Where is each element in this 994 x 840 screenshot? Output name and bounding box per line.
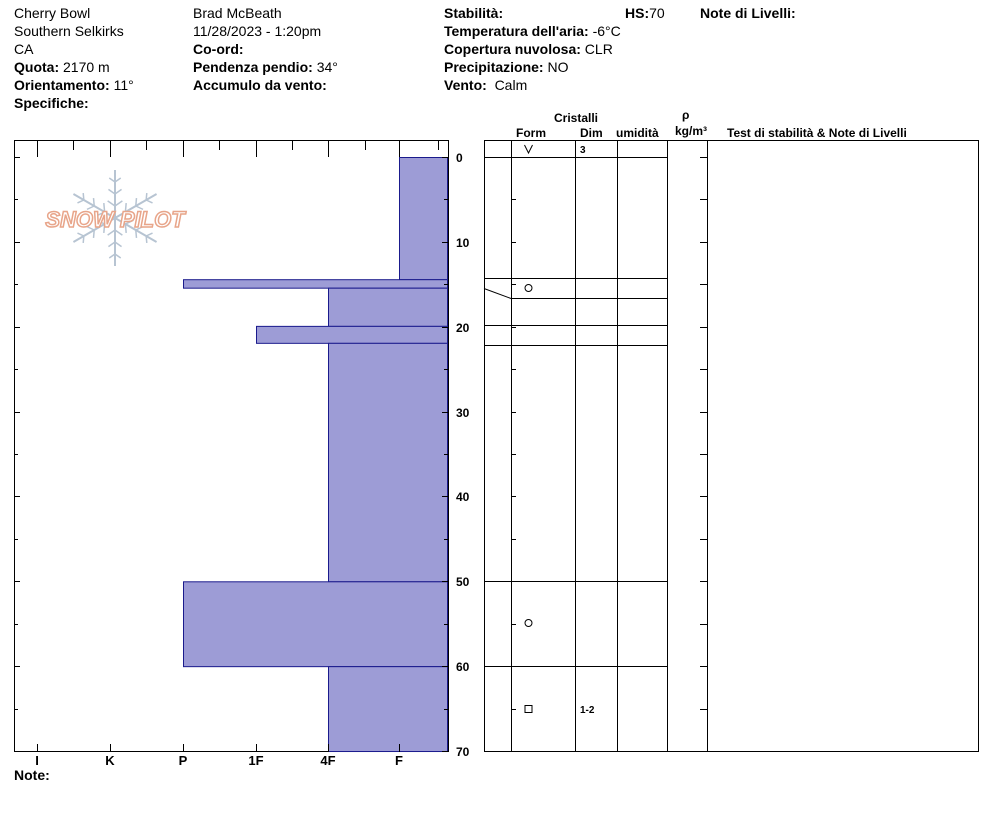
- hardness-tick-label: K: [105, 753, 115, 768]
- snowflake-branch: [146, 236, 147, 243]
- depth-tick-label: 50: [456, 575, 470, 589]
- depth-tick-label: 0: [456, 151, 463, 165]
- snowflake-branch: [94, 198, 95, 206]
- layer-table: [484, 141, 708, 751]
- aspect-label: Orientamento:: [14, 77, 110, 93]
- hardness-bar-5: [184, 582, 448, 667]
- layer-notes-label: Note di Livelli:: [700, 5, 796, 21]
- precip-value: NO: [547, 59, 569, 75]
- snowpilot-logo: [45, 170, 186, 266]
- crystals-header: Cristalli: [554, 111, 599, 125]
- hardness-bar-3: [257, 326, 448, 343]
- snowflake-branch: [83, 193, 84, 200]
- crystal-form-faceted-icon: [525, 706, 532, 713]
- snowflake-branch: [77, 200, 83, 203]
- hs-value: 70: [649, 5, 665, 21]
- hardness-tick-label: F: [395, 753, 403, 768]
- depth-tick-label: 10: [456, 236, 470, 250]
- layer-boundary-connector: [484, 289, 511, 299]
- precip-label: Precipitazione:: [444, 59, 544, 75]
- density-unit-header: kg/m³: [675, 124, 708, 138]
- snowflake-branch: [77, 233, 83, 236]
- depth-tick-label: 30: [456, 406, 470, 420]
- size-header: Dim: [580, 126, 603, 140]
- crystal-size-label: 3: [580, 145, 586, 156]
- crystal-size-label: 1-2: [580, 705, 595, 716]
- observation-datetime: 11/28/2023 - 1:20pm: [193, 23, 322, 39]
- mountain-range: Southern Selkirks: [14, 23, 124, 39]
- air-temp-label: Temperatura dell'aria:: [444, 23, 589, 39]
- sky-label: Copertura nuvolosa:: [444, 41, 581, 57]
- snowflake-branch: [115, 201, 122, 206]
- stability-label: Stabilità:: [444, 5, 504, 21]
- coords-label: Co-ord:: [193, 41, 244, 57]
- snowflake-branch: [146, 193, 147, 200]
- snowflake-branch: [108, 201, 115, 206]
- depth-tick-label: 70: [456, 745, 470, 759]
- air-temp-value: -6°C: [592, 23, 621, 39]
- wind-loading-label: Accumulo da vento:: [193, 77, 327, 93]
- hardness-bar-2: [329, 288, 448, 326]
- hardness-bars: [184, 158, 448, 752]
- hardness-bar-1: [184, 280, 448, 288]
- hardness-bar-4: [329, 343, 448, 581]
- aspect-value: 11°: [113, 77, 134, 93]
- moisture-header: umidità: [616, 126, 659, 140]
- hardness-bar-6: [329, 667, 448, 752]
- logo-text: SNOW PILOT: [45, 207, 185, 232]
- observer-name: Brad McBeath: [193, 5, 282, 21]
- snowflake-branch: [83, 236, 84, 243]
- wind-label: Vento:: [444, 77, 487, 93]
- hardness-tick-label: 1F: [248, 753, 264, 768]
- wind-value: Calm: [494, 77, 528, 93]
- location-name: Cherry Bowl: [14, 5, 91, 21]
- hs-label: HS:: [625, 5, 650, 21]
- snowflake-branch: [146, 233, 152, 236]
- elevation-label: Quota:: [14, 59, 60, 75]
- hardness-tick-label: P: [178, 753, 188, 768]
- depth-tick-label: 20: [456, 321, 470, 335]
- elevation-value: 2170 m: [63, 59, 110, 75]
- sky-value: CLR: [584, 41, 613, 57]
- hardness-bar-0: [400, 158, 448, 280]
- depth-tick-label: 60: [456, 660, 470, 674]
- crystal-form-rounded-icon: [525, 620, 532, 627]
- stability-tests-header: Test di stabilità & Note di Livelli: [727, 126, 907, 140]
- form-header: Form: [516, 126, 546, 140]
- hardness-tick-label: I: [35, 753, 39, 768]
- layer-table-frame: [485, 141, 979, 752]
- specifics-label: Specifiche:: [14, 95, 89, 111]
- slope-label: Pendenza pendio:: [193, 59, 313, 75]
- crystal-form-surface-hoar-icon: [525, 145, 533, 153]
- depth-tick-label: 40: [456, 490, 470, 504]
- notes-label: Note:: [14, 767, 50, 783]
- hardness-tick-label: 4F: [320, 753, 336, 768]
- slope-value: 34°: [316, 59, 338, 75]
- snowflake-branch: [146, 200, 152, 203]
- density-rho-header: ρ: [682, 108, 690, 122]
- state: CA: [14, 41, 34, 57]
- snowflake-branch: [136, 198, 137, 206]
- crystal-form-rounded-icon: [525, 285, 532, 292]
